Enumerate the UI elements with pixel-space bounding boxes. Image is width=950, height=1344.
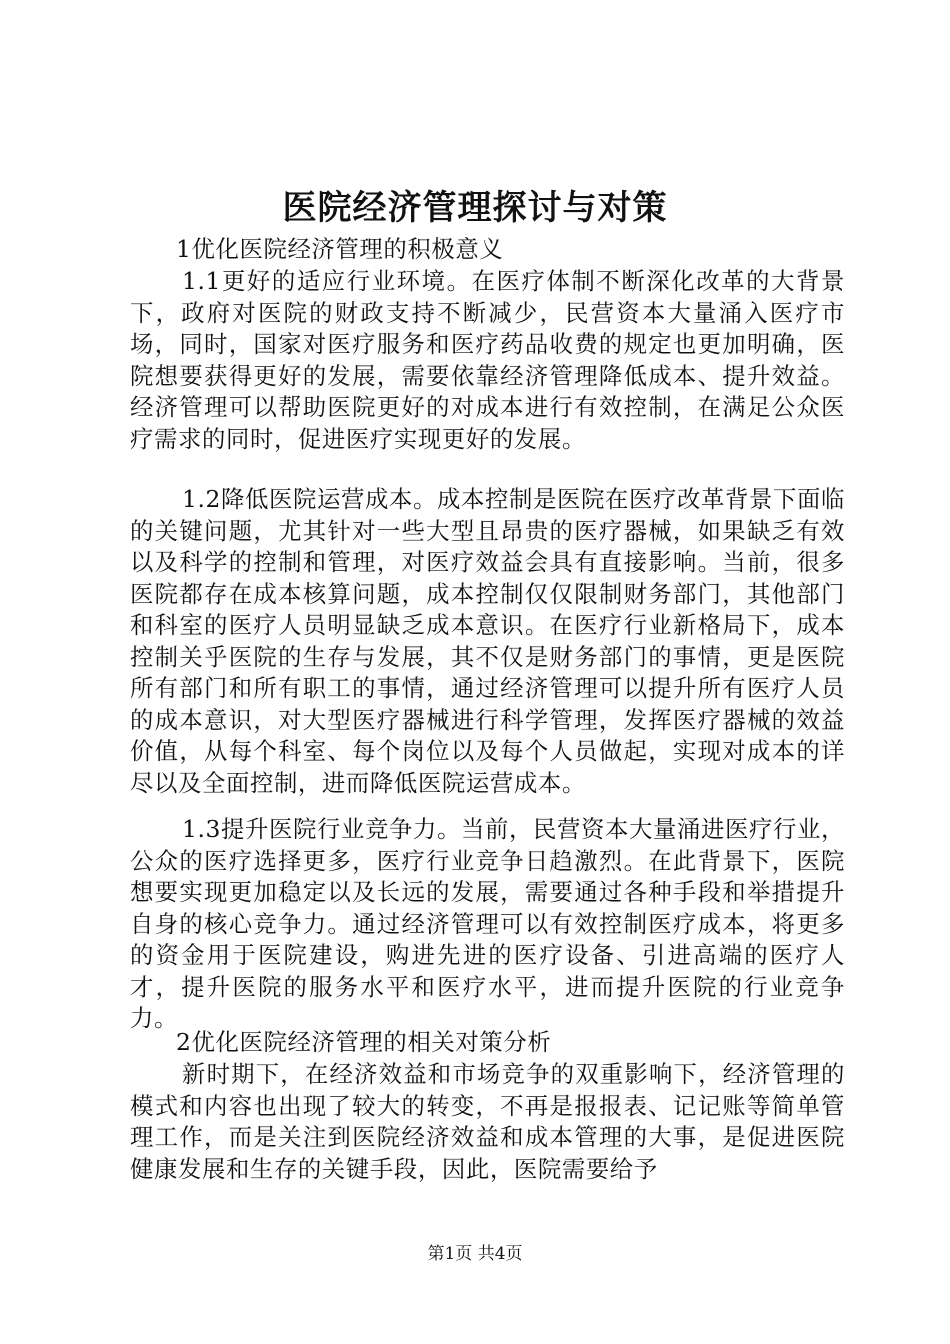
section-heading-2: 2优化医院经济管理的相关对策分析 bbox=[176, 1028, 552, 1056]
section-heading-1: 1优化医院经济管理的积极意义 bbox=[176, 235, 504, 263]
paragraph-2: 新时期下，在经济效益和市场竞争的双重影响下，经济管理的模式和内容也出现了较大的转变，不再是报报表、记记账等简单管理工作，而是关注到医院经济效益和成本管理的大事，是促进医院健康发展和生存的关键手段，因此，医院需要给予 bbox=[130, 1060, 845, 1183]
document-title: 医院经济管理探讨与对策 bbox=[282, 188, 668, 228]
paragraph-1-3: 1.3提升医院行业竞争力。当前，民营资本大量涌进医疗行业，公众的医疗选择更多，医疗行业竞争日趋激烈。在此背景下，医院想要实现更加稳定以及长远的发展，需要通过各种手段和举措提升自身的核心竞争力。通过经济管理可以有效控制医疗成本，将更多的资金用于医院建设，购进先进的医疗设备、引进高端的医疗人才，提升医院的服务水平和医疗水平，进而提升医院的行业竞争力。 bbox=[130, 815, 845, 1032]
paragraph-1-1: 1.1更好的适应行业环境。在医疗体制不断深化改革的大背景下，政府对医院的财政支持不断减少，民营资本大量涌入医疗市场，同时，国家对医疗服务和医疗药品收费的规定也更加明确，医院想要获得更好的发展，需要依靠经济管理降低成本、提升效益。经济管理可以帮助医院更好的对成本进行有效控制，在满足公众医疗需求的同时，促进医疗实现更好的发展。 bbox=[130, 267, 845, 453]
paragraph-1-2: 1.2降低医院运营成本。成本控制是医院在医疗改革背景下面临的关键问题，尤其针对一些大型且昂贵的医疗器械，如果缺乏有效以及科学的控制和管理，对医疗效益会具有直接影响。当前，很多医院都存在成本核算问题，成本控制仅仅限制财务部门，其他部门和科室的医疗人员明显缺乏成本意识。在医疗行业新格局下，成本控制关乎医院的生存与发展，其不仅是财务部门的事情，更是医院所有部门和所有职工的事情，通过经济管理可以提升所有医疗人员的成本意识，对大型医疗器械进行科学管理，发挥医疗器械的效益价值，从每个科室、每个岗位以及每个人员做起，实现对成本的详尽以及全面控制，进而降低医院运营成本。 bbox=[130, 485, 845, 797]
page-footer: 第1页 共4页 bbox=[427, 1244, 523, 1264]
